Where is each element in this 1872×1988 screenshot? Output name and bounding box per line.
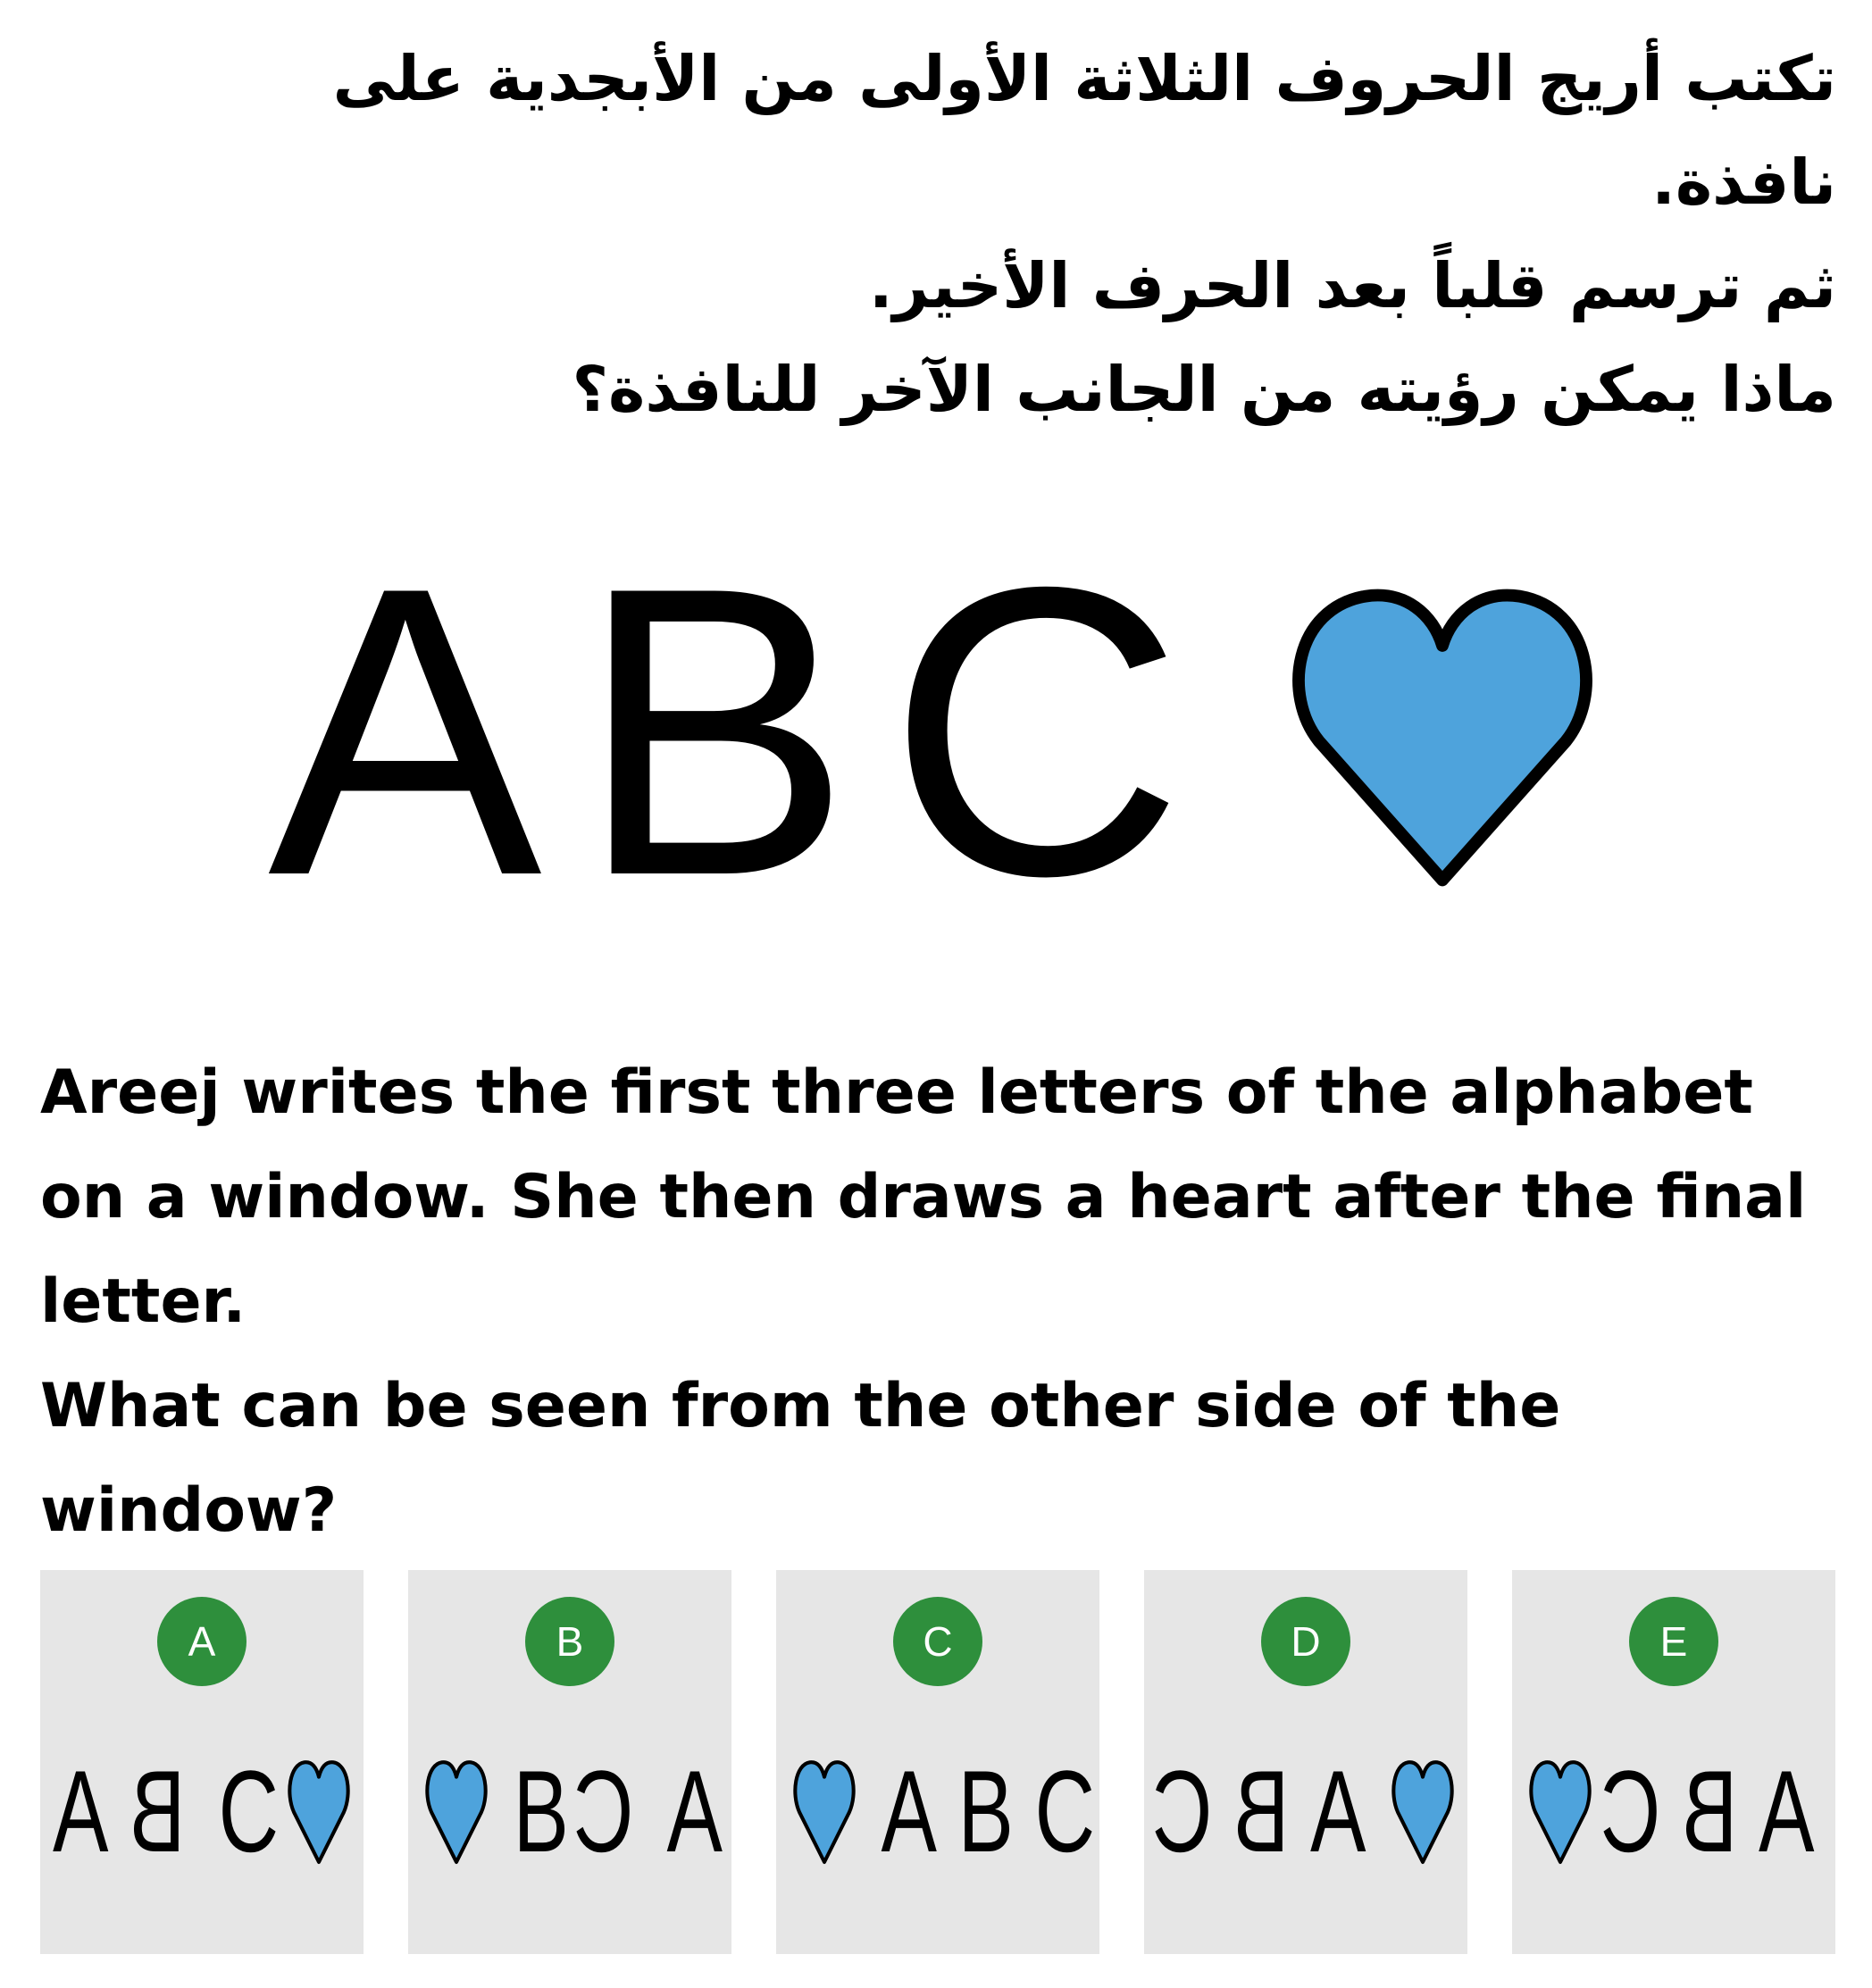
option-glyphs bbox=[1528, 1746, 1823, 1876]
option-glyphs bbox=[53, 1746, 351, 1876]
option-letter-b-mirrored: B bbox=[130, 1746, 186, 1876]
option-letter-a-mirrored: A bbox=[1759, 1746, 1815, 1876]
abc-heart-illustration bbox=[268, 503, 1625, 961]
option-glyphs bbox=[1151, 1746, 1455, 1876]
answer-options bbox=[40, 1570, 1844, 1954]
heart-icon bbox=[792, 1754, 857, 1868]
option-badge: C bbox=[893, 1597, 982, 1686]
option-badge: E bbox=[1629, 1597, 1718, 1686]
arabic-question-line: تكتب أريج الحروف الثلاثة الأولى من الأبجدية على bbox=[332, 42, 1836, 115]
option-letter-b-mirrored: B bbox=[1233, 1746, 1290, 1876]
option-card-d[interactable] bbox=[1144, 1570, 1467, 1954]
arabic-question bbox=[50, 27, 1836, 441]
option-letter-a-mirrored: A bbox=[53, 1746, 109, 1876]
heart-icon bbox=[1528, 1754, 1592, 1868]
english-question-line: on a window. She then draws a heart after the final bbox=[40, 1162, 1807, 1232]
heart-icon bbox=[287, 1754, 351, 1868]
english-question-line: window? bbox=[40, 1475, 338, 1546]
option-letter-c: C bbox=[1034, 1746, 1096, 1876]
heart-icon bbox=[1286, 572, 1599, 911]
option-glyphs bbox=[424, 1746, 723, 1876]
english-question bbox=[40, 1040, 1835, 1563]
option-letter-c-mirrored: C bbox=[1151, 1746, 1213, 1876]
illustration-letters bbox=[268, 503, 1220, 961]
option-badge: B bbox=[525, 1597, 614, 1686]
option-card-a[interactable] bbox=[40, 1570, 364, 1954]
english-question-line: Areej writes the first three letters of the alphabet bbox=[40, 1057, 1753, 1128]
option-glyphs bbox=[792, 1746, 1096, 1876]
letter-b: B bbox=[577, 503, 888, 961]
option-letter-a-mirrored: A bbox=[1310, 1746, 1366, 1876]
english-question-line: letter. bbox=[40, 1266, 247, 1337]
arabic-question-line: نافذة. bbox=[1651, 146, 1836, 219]
option-letter-b: B bbox=[957, 1746, 1014, 1876]
letter-c: C bbox=[887, 503, 1220, 961]
option-card-b[interactable] bbox=[408, 1570, 731, 1954]
arabic-question-line: ثم ترسم قلباً بعد الحرف الأخير. bbox=[869, 249, 1836, 322]
option-card-e[interactable] bbox=[1512, 1570, 1835, 1954]
option-letter-c-mirrored: C bbox=[572, 1746, 634, 1876]
option-letter-c: C bbox=[218, 1746, 280, 1876]
heart-icon bbox=[424, 1754, 489, 1868]
option-letter-c-mirrored: C bbox=[1600, 1746, 1661, 1876]
option-card-c[interactable] bbox=[776, 1570, 1099, 1954]
option-badge: D bbox=[1261, 1597, 1350, 1686]
heart-icon bbox=[1391, 1754, 1455, 1868]
arabic-question-line: ماذا يمكن رؤيته من الجانب الآخر للنافذة؟ bbox=[572, 353, 1836, 426]
option-letter-b-mirrored: B bbox=[1682, 1746, 1738, 1876]
option-letter-a: A bbox=[881, 1746, 937, 1876]
option-letter-a: A bbox=[666, 1746, 723, 1876]
letter-a: A bbox=[268, 503, 578, 961]
option-letter-b: B bbox=[513, 1746, 569, 1876]
option-badge: A bbox=[157, 1597, 247, 1686]
english-question-line: What can be seen from the other side of the bbox=[40, 1371, 1561, 1441]
